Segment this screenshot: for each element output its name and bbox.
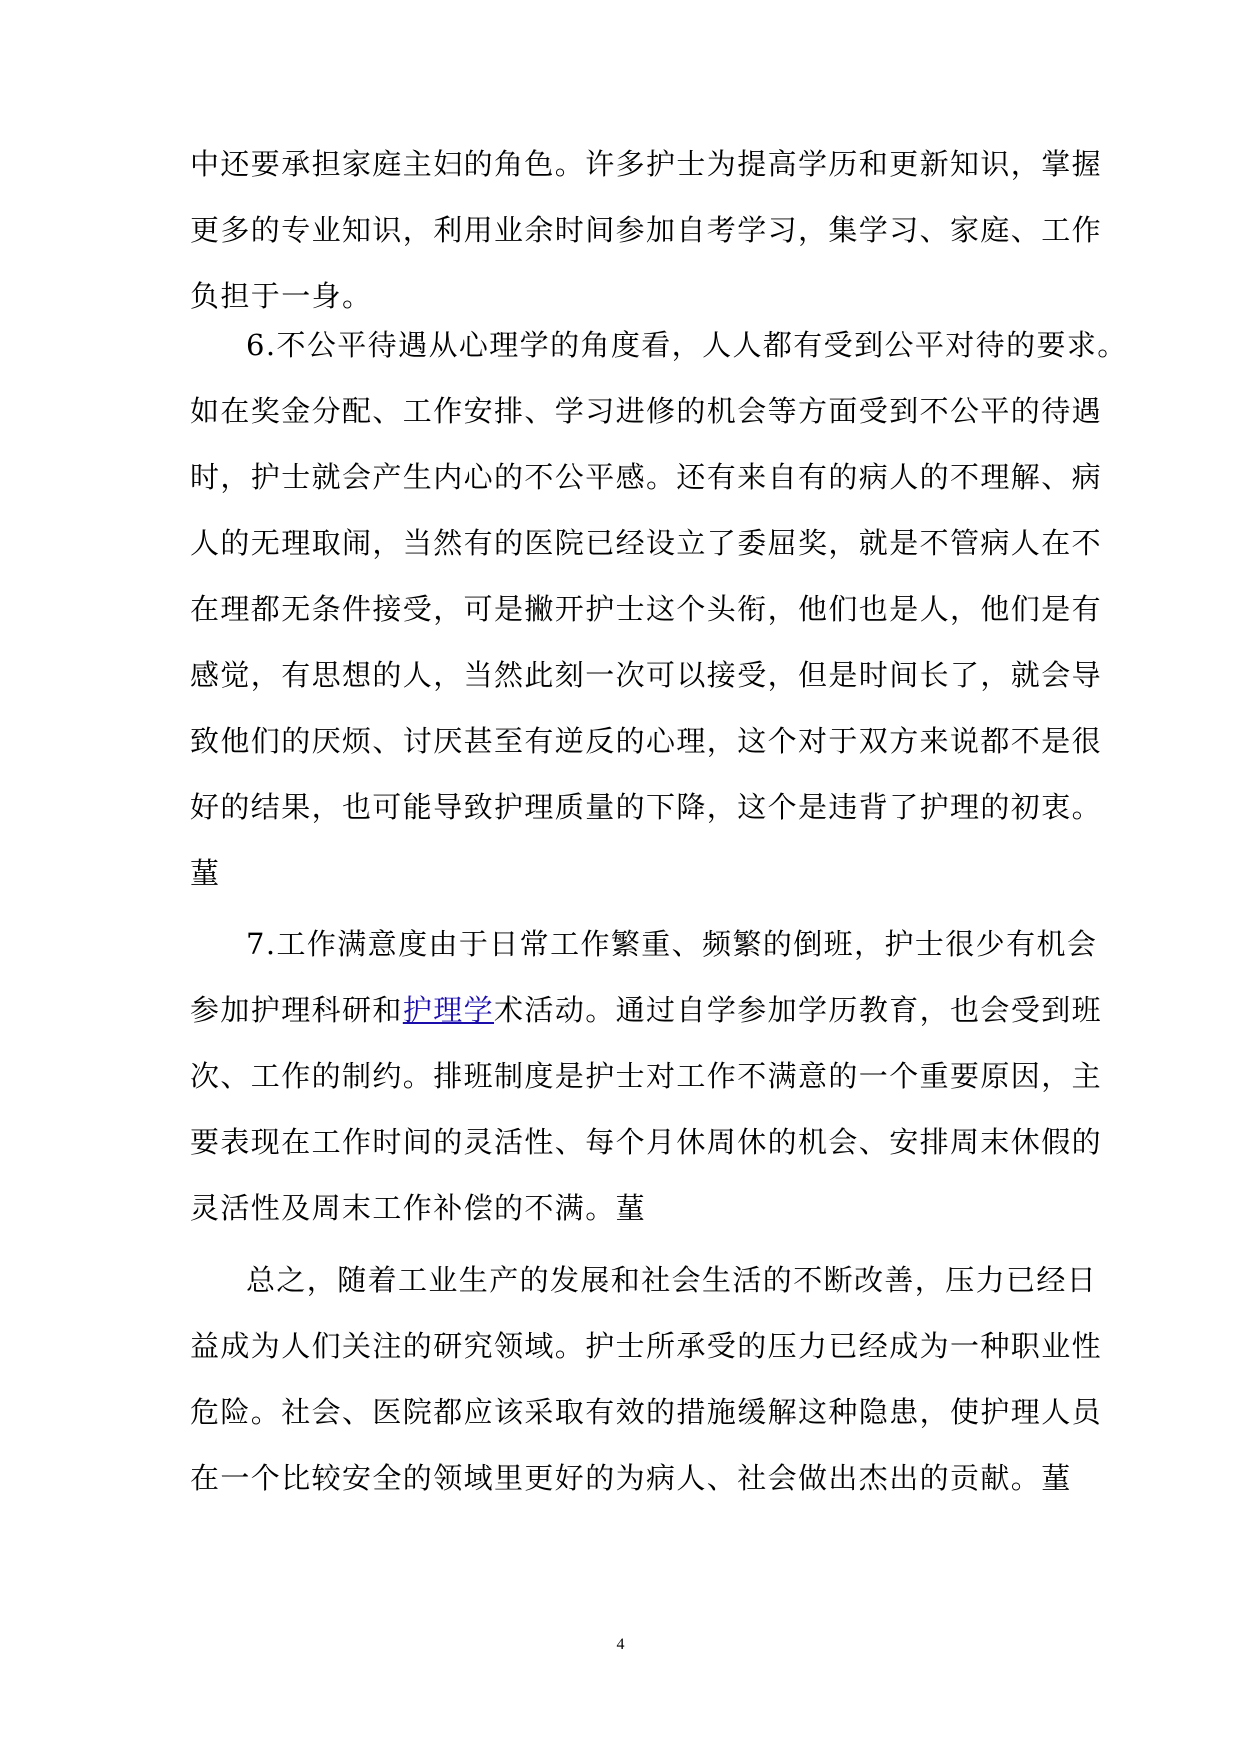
page-number: 4: [616, 1636, 625, 1653]
paragraph-line: 感觉，有思想的人，当然此刻一次可以接受，但是时间长了，就会导: [190, 658, 1103, 692]
paragraph-line: 在理都无条件接受，可是撇开护士这个头衔，他们也是人，他们是有: [190, 592, 1103, 626]
paragraph-line: 致他们的厌烦、讨厌甚至有逆反的心理，这个对于双方来说都不是很: [190, 724, 1103, 758]
paragraph-line: 好的结果，也可能导致护理质量的下降，这个是违背了护理的初衷。: [190, 790, 1103, 824]
paragraph-line: 蓳: [190, 856, 221, 890]
paragraph-line: 如在奖金分配、工作安排、学习进修的机会等方面受到不公平的待遇: [190, 394, 1103, 428]
paragraph-text-after-link: 术活动。通过自学参加学历教育，也会受到班: [494, 993, 1103, 1027]
paragraph-6: [190, 312, 1128, 906]
paragraph-line: 负担于一身。: [190, 279, 373, 313]
paragraph-line: 6.不公平待遇从心理学的角度看，人人都有受到公平对待的要求。: [246, 328, 1128, 362]
paragraph-line: 更多的专业知识，利用业余时间参加自考学习，集学习、家庭、工作: [190, 213, 1103, 247]
paragraph-line: 要表现在工作时间的灵活性、每个月休周休的机会、安排周末休假的: [190, 1125, 1103, 1159]
paragraph-line-with-link: [190, 977, 1103, 1043]
paragraph-line: 总之，随着工业生产的发展和社会生活的不断改善，压力已经日: [246, 1263, 1098, 1297]
paragraph-continuation: [190, 131, 1103, 329]
paragraph-line: 次、工作的制约。排班制度是护士对工作不满意的一个重要原因，主: [190, 1059, 1103, 1093]
paragraph-line: 灵活性及周末工作补偿的不满。蓳: [190, 1191, 647, 1225]
paragraph-line: 益成为人们关注的研究领域。护士所承受的压力已经成为一种职业性: [190, 1329, 1103, 1363]
paragraph-text-before-link: 参加护理科研和: [190, 993, 403, 1027]
paragraph-line: 时，护士就会产生内心的不公平感。还有来自有的病人的不理解、病: [190, 460, 1103, 494]
paragraph-7: [190, 911, 1103, 1241]
paragraph-line: 7.工作满意度由于日常工作繁重、频繁的倒班，护士很少有机会: [246, 927, 1098, 961]
paragraph-line: 人的无理取闹，当然有的医院已经设立了委屈奖，就是不管病人在不: [190, 526, 1103, 560]
hyperlink-nursing[interactable]: 护理学: [402, 993, 495, 1027]
paragraph-line: 中还要承担家庭主妇的角色。许多护士为提高学历和更新知识，掌握: [190, 147, 1103, 181]
paragraph-line: 在一个比较安全的领域里更好的为病人、社会做出杰出的贡献。蓳: [190, 1461, 1072, 1495]
paragraph-conclusion: [190, 1247, 1103, 1511]
paragraph-line: 危险。社会、医院都应该采取有效的措施缓解这种隐患，使护理人员: [190, 1395, 1103, 1429]
